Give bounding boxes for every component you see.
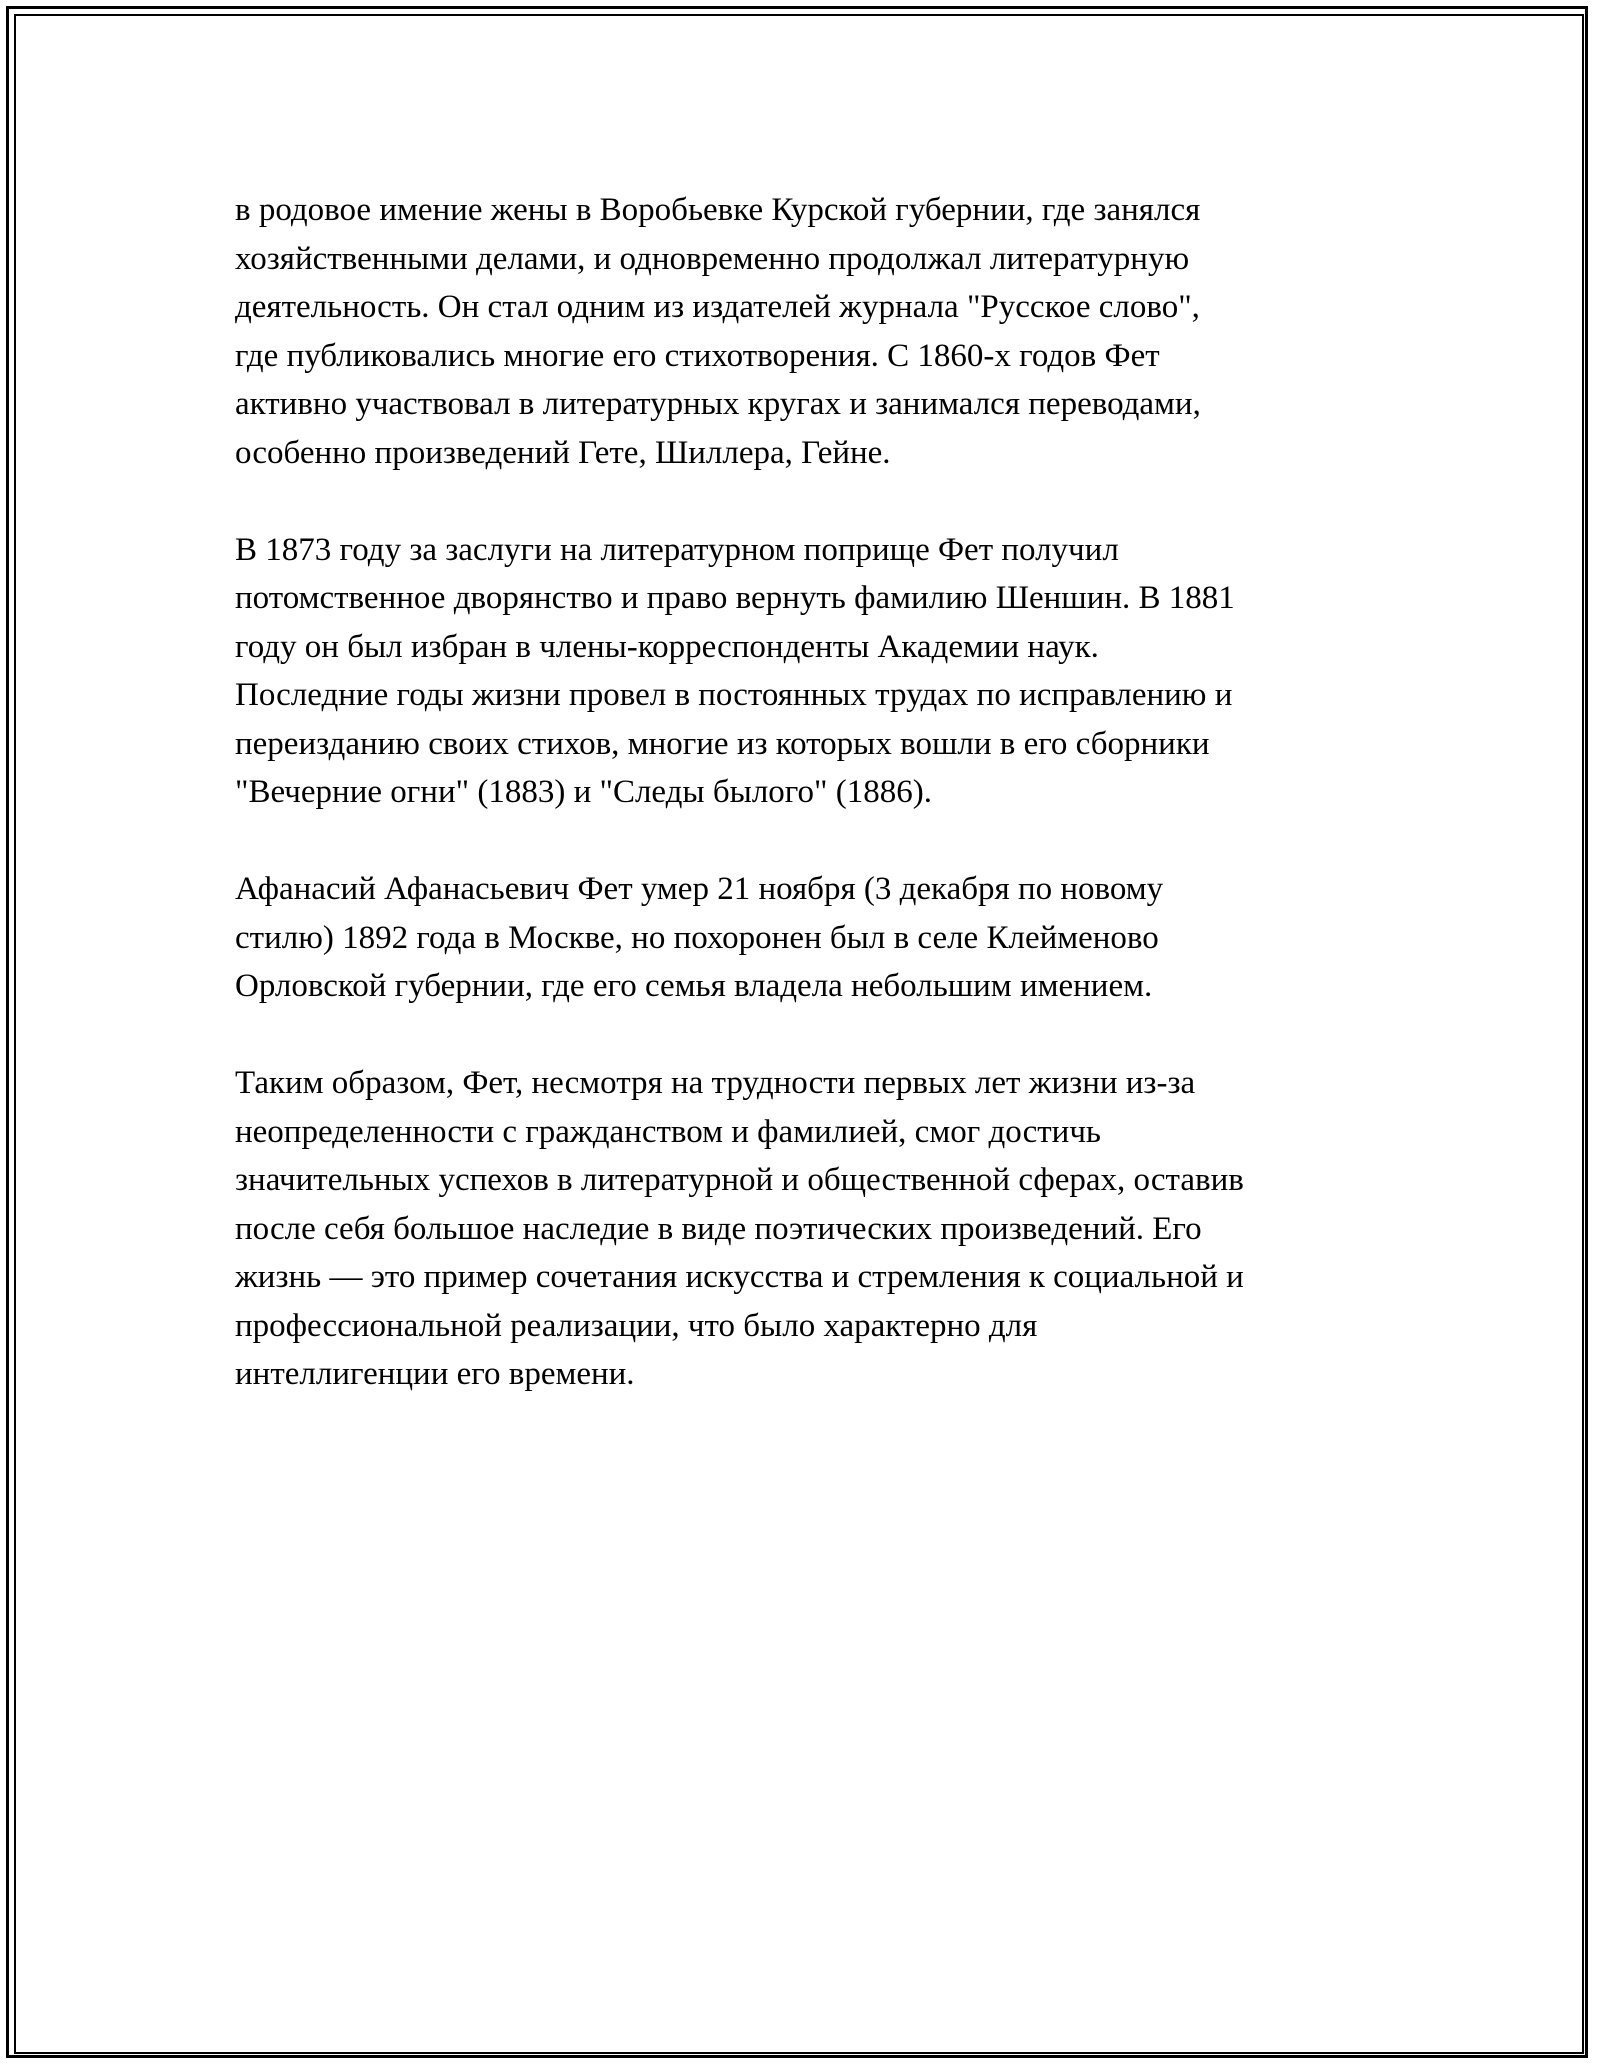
text-line: Орловской губернии, где его семья владела небольшим имением. <box>235 968 1153 1004</box>
text-line: Последние годы жизни провел в постоянных трудах по исправлению и <box>235 677 1233 713</box>
text-line: активно участвовал в литературных кругах и занимался переводами, <box>235 386 1201 422</box>
text-line: Таким образом, Фет, несмотря на трудности первых лет жизни из-за <box>235 1065 1196 1101</box>
text-line: хозяйственными делами, и одновременно продолжал литературную <box>235 240 1190 277</box>
text-line: после себя большое наследие в виде поэтических произведений. Его <box>235 1210 1202 1247</box>
text-line: деятельность. Он стал одним из издателей журнала "Русское слово", <box>235 289 1200 325</box>
text-line: в родовое имение жены в Воробьевке Курской губернии, где занялся <box>235 192 1201 228</box>
text-line: году он был избран в члены-корреспонденты Академии наук. <box>235 628 1099 665</box>
paragraph <box>235 865 1385 1011</box>
text-line: переизданию своих стихов, многие из которых вошли в его сборники <box>235 725 1210 762</box>
text-line: В 1873 году за заслуги на литературном поприще Фет получил <box>235 531 1119 568</box>
text-line: Афанасий Афанасьевич Фет умер 21 ноября (3 декабря по новому <box>235 871 1164 907</box>
text-line: профессиональной реализации, что было характерно для <box>235 1307 1038 1344</box>
paragraph <box>235 1059 1385 1399</box>
text-line: неопределенности с гражданством и фамилией, смог достичь <box>235 1113 1101 1150</box>
text-line: особенно произведений Гете, Шиллера, Гейне. <box>235 434 891 471</box>
document-body <box>235 186 1385 1447</box>
text-line: потомственное дворянство и право вернуть фамилию Шеншин. В 1881 <box>235 580 1235 616</box>
paragraph <box>235 186 1385 477</box>
text-line: жизнь — это пример сочетания искусства и стремления к социальной и <box>235 1259 1244 1295</box>
text-line: интеллигенции его времени. <box>235 1356 635 1392</box>
text-line: где публиковались многие его стихотворения. С 1860-х годов Фет <box>235 337 1160 374</box>
text-line: "Вечерние огни" (1883) и "Следы былого" (1886). <box>235 774 932 810</box>
text-line: стилю) 1892 года в Москве, но похоронен был в селе Клейменово <box>235 919 1159 956</box>
text-line: значительных успехов в литературной и общественной сферах, оставив <box>235 1162 1244 1198</box>
paragraph <box>235 526 1385 817</box>
